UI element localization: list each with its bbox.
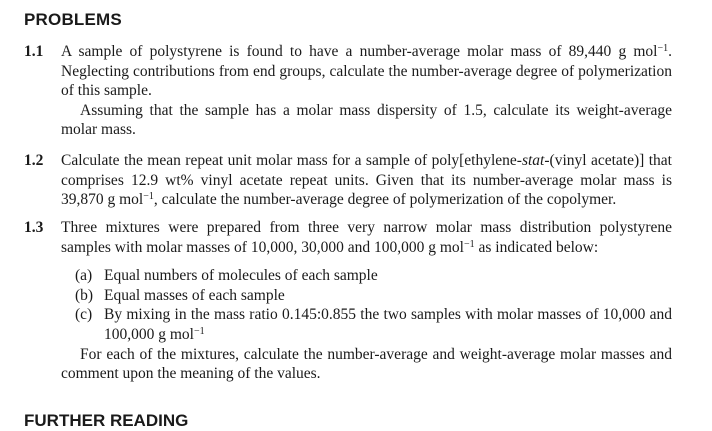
superscript: −1 (657, 43, 669, 54)
problem-1-1 (24, 42, 672, 140)
problem-body (61, 218, 672, 384)
problem-paragraph (61, 218, 672, 257)
subpart-list (75, 266, 672, 344)
next-section-title: FURTHER READING (24, 411, 189, 430)
superscript: −1 (143, 191, 154, 203)
problem-text: A sample of polystyrene is found to have a number-average molar mass of 89,440 g mol (61, 43, 658, 60)
problem-body (61, 151, 672, 210)
superscript: −1 (463, 238, 475, 250)
problem-text: Three mixtures were prepared from three very narrow molar mass distribution polystyrene samples with molar masses of 10,000, 30,000 and 100,000 g mol (61, 219, 672, 256)
subpart-item (75, 266, 672, 286)
subpart-item (75, 286, 672, 306)
subpart-item (75, 305, 672, 344)
problem-paragraph (61, 42, 672, 101)
problem-number: 1.2 (24, 152, 44, 169)
subpart-label: (b) (75, 286, 94, 304)
problem-1-3 (24, 218, 672, 384)
problem-text-c: , calculate the number-average degree of polymerization of the copolymer. (153, 191, 617, 209)
section-title: PROBLEMS (24, 10, 122, 29)
problem-number: 1.3 (24, 219, 44, 236)
problem-paragraph-2: Assuming that the sample has a molar mass dispersity of 1.5, calculate its weight-average molar mass. (61, 101, 672, 139)
superscript: −1 (194, 325, 205, 337)
italic-term: stat (521, 152, 545, 169)
problem-text: Calculate the mean repeat unit molar mass for a sample of poly[ethylene- (61, 152, 522, 169)
subpart-text: By mixing in the mass ratio 0.145:0.855 the two samples with molar masses of 10,000 and 100,000 g mol (104, 306, 672, 343)
problem-closing: For each of the mixtures, calculate the number-average and weight-average molar masses and comment upon the meaning of the values. (61, 345, 672, 383)
problem-body (61, 42, 672, 140)
subpart-text: Equal masses of each sample (104, 286, 285, 304)
problem-number: 1.1 (24, 43, 44, 60)
problem-paragraph (61, 151, 672, 210)
subpart-label: (c) (75, 306, 93, 324)
problem-1-2 (24, 151, 672, 210)
subpart-label: (a) (75, 267, 93, 285)
subpart-text: Equal numbers of molecules of each sample (104, 267, 378, 285)
problem-text-tail: . Neglecting contributions from end groups, calculate the number-average degree of polymerization of this sample. (61, 43, 672, 100)
problem-text-b: -(vinyl acetate)] that comprises 12.9 wt% vinyl acetate repeat units. Given that its number-average molar mass is 39,870 g mol (61, 152, 672, 209)
problem-text-tail: as indicated below: (474, 238, 599, 256)
